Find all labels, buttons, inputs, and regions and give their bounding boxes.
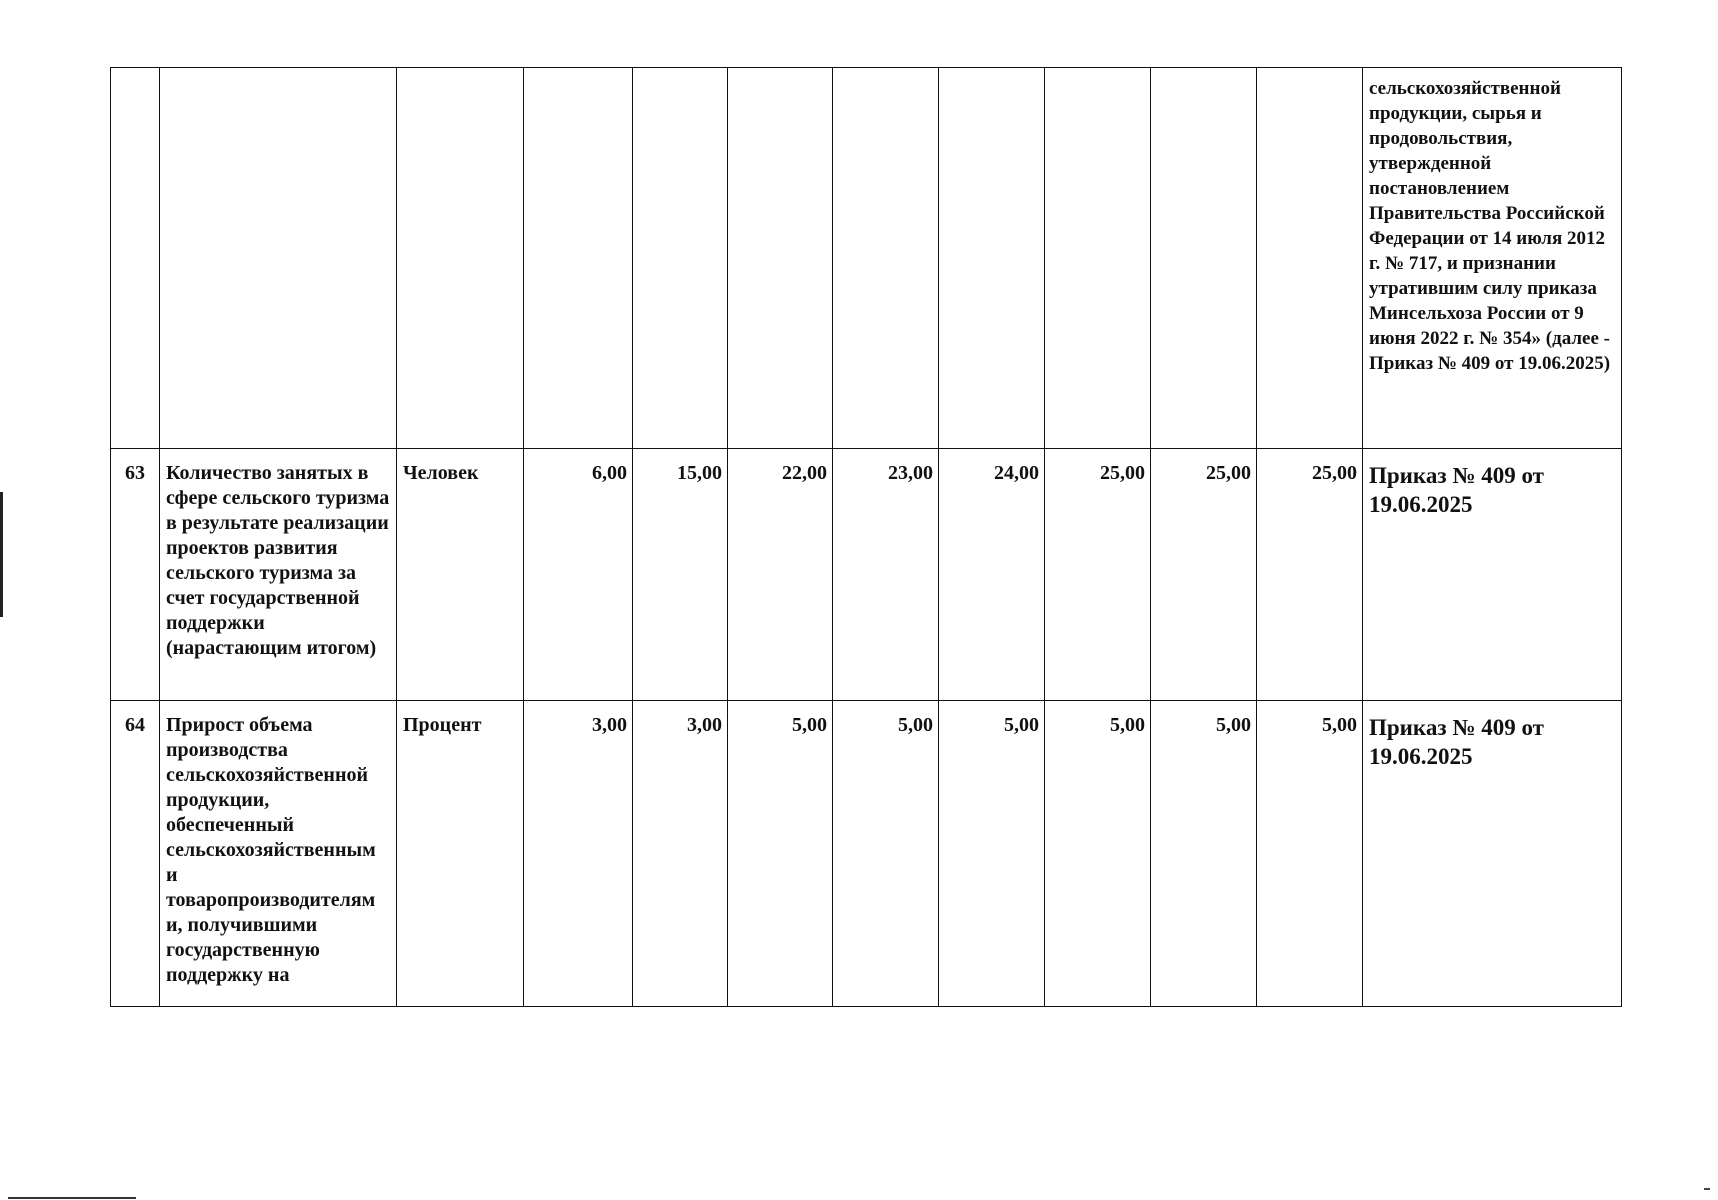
value-cell xyxy=(833,68,939,449)
source-cell: Приказ № 409 от 19.06.2025 xyxy=(1363,701,1622,1007)
value-cell: 5,00 xyxy=(939,701,1045,1007)
value-cell: 5,00 xyxy=(1045,701,1151,1007)
index-cell xyxy=(111,68,160,449)
value-cell xyxy=(1151,68,1257,449)
value-cell: 3,00 xyxy=(633,701,728,1007)
value-cell: 25,00 xyxy=(1257,449,1363,701)
value-cell: 24,00 xyxy=(939,449,1045,701)
left-margin-mark xyxy=(0,492,3,617)
unit-cell: Процент xyxy=(397,701,524,1007)
index-cell: 63 xyxy=(111,449,160,701)
indicator-cell xyxy=(160,68,397,449)
value-cell: 5,00 xyxy=(833,701,939,1007)
value-cell xyxy=(1045,68,1151,449)
value-cell xyxy=(1257,68,1363,449)
source-cell: сельскохозяйственной продукции, сырья и продовольствия, утвержденной постановлением Правительства Российской Федерации от 14 июля 2012 г. № 717, и признании утратившим силу приказа Минсельхоза России от 9 июня 2022 г. № 354» (далее - Приказ № 409 от 19.06.2025) xyxy=(1363,68,1622,449)
value-cell: 5,00 xyxy=(1257,701,1363,1007)
value-cell: 5,00 xyxy=(1151,701,1257,1007)
value-cell: 25,00 xyxy=(1151,449,1257,701)
value-cell: 22,00 xyxy=(728,449,833,701)
value-cell xyxy=(939,68,1045,449)
unit-cell xyxy=(397,68,524,449)
table-row xyxy=(111,449,1622,701)
value-cell xyxy=(728,68,833,449)
indicators-table xyxy=(110,67,1622,1007)
indicator-cell: Количество занятых в сфере сельского туризма в результате реализации проектов развития сельского туризма за счет государственной поддержки (нарастающим итогом) xyxy=(160,449,397,701)
table-row-continuation xyxy=(111,68,1622,449)
value-cell xyxy=(633,68,728,449)
unit-cell: Человек xyxy=(397,449,524,701)
value-cell: 6,00 xyxy=(524,449,633,701)
value-cell: 5,00 xyxy=(728,701,833,1007)
table-row xyxy=(111,701,1622,1007)
value-cell: 3,00 xyxy=(524,701,633,1007)
value-cell: 23,00 xyxy=(833,449,939,701)
corner-mark xyxy=(1704,1188,1710,1190)
index-cell: 64 xyxy=(111,701,160,1007)
indicator-cell: Прирост объема производства сельскохозяйственной продукции, обеспеченный сельскохозяйственным и товаропроизводителям и, получившими государственную поддержку на xyxy=(160,701,397,1007)
value-cell: 15,00 xyxy=(633,449,728,701)
source-cell: Приказ № 409 от 19.06.2025 xyxy=(1363,449,1622,701)
value-cell: 25,00 xyxy=(1045,449,1151,701)
value-cell xyxy=(524,68,633,449)
footnote-rule xyxy=(8,1197,136,1199)
